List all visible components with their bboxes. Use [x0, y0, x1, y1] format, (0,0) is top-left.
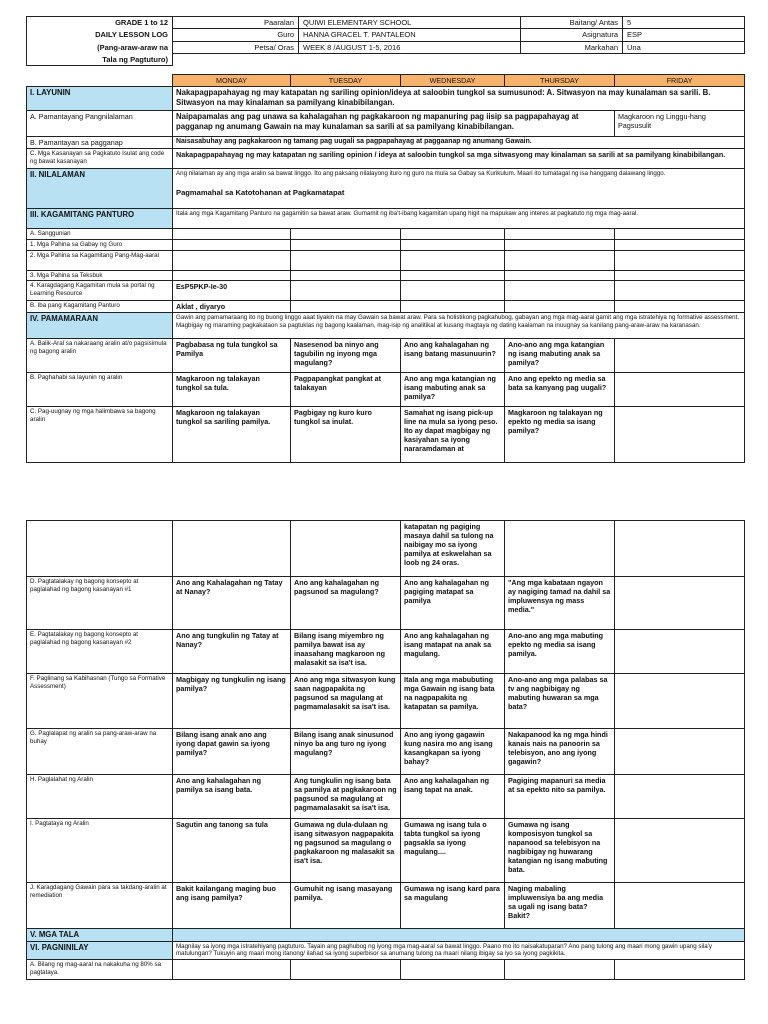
step-f-mon: Magbigay ng tungkulin ng isang pamilya?: [173, 674, 291, 729]
pamantayang-pangnilalaman-text: Naipapamalas ang pag unawa sa kahalagahan ng pagkakaroon ng mapanuring pag iisip sa pagpapahayag at pagganap ng anumang Gawain na may kunalaman sa sarili at sa pamilyang kinabibilangan.: [173, 111, 615, 137]
step-e-label: E. Pagtatalakay ng bagong konsepto at paglalahad ng bagong kasanayan #2: [27, 630, 173, 674]
learning-resource-code: EsP5PKP-Ie-30: [173, 281, 291, 301]
bilang-label: A. Bilang ng mag-aaral na nakakuha ng 80% sa pagtataya.: [27, 960, 173, 980]
guro-label: Guro: [173, 29, 299, 41]
step-c-fri: [615, 407, 745, 463]
step-c-tue: Pagbigay ng kuro kuro tungkol sa inulat.: [291, 407, 401, 463]
mga-tala-cell: [173, 929, 745, 942]
pamantayan-pagganap-text: Naisasabuhay ang pagkakaroon ng tamang pag uugali sa pagpapahayag at paggaanap ng anumang Gawain.: [173, 137, 745, 149]
asignatura-value: ESP: [623, 29, 745, 41]
lesson-table-page2: [26, 520, 744, 980]
step-h-tue: Ang tungkulin ng isang bata sa pamilya at pagkakaroon ng pagsunod sa magulang at pagmamalasakit sa isa't isa.: [291, 775, 401, 819]
continued-label: [27, 521, 173, 577]
continued-fri: [615, 521, 745, 577]
lesson-table-page1: [26, 74, 744, 463]
step-d-mon: Ano ang Kahalagahan ng Tatay at Nanay?: [173, 577, 291, 630]
step-c-label: C. Pag-uugnay ng mga halimbawa sa bagong aralin: [27, 407, 173, 463]
pamantayan-pagganap-label: B. Pamantayan sa pagganap: [27, 137, 173, 149]
day-thursday: THURSDAY: [505, 75, 615, 87]
step-d-wed: Ano ang kahalagahan ng pagiging matapat sa pamilya: [401, 577, 505, 630]
petsa-label: Petsa/ Oras: [173, 41, 299, 53]
step-d-tue: Ano ang kahalagahan ng pagsunod sa magulang?: [291, 577, 401, 630]
markahan-value: Una: [623, 41, 745, 53]
header-section: [26, 16, 744, 66]
layunin-text: Nakapagpapahayag ng may katapatan ng sariling opinion/ideya at saloobin tungkol sa sumusunod: A. Sitwasyon na may kunalaman sa sarili. B. Sitwasyon na may kinalaman sa pamilyang kinabibilangan.: [173, 87, 745, 111]
step-c-wed: Samahat ng isang pick-up line na mula sa iyong peso. Ito ay dapat magbigay ng kasiyahan sa iyong nararamdaman at: [401, 407, 505, 463]
lesson-table: [26, 74, 745, 463]
step-c-thu: Magkaroon ng talakayan ng epekto ng media sa isang pamilya?: [505, 407, 615, 463]
step-b-fri: [615, 373, 745, 407]
step-b-label: B. Paghahabi sa layunin ng aralin: [27, 373, 173, 407]
step-g-label: G. Paglalapat ng aralin sa pang-araw-araw na buhay: [27, 729, 173, 775]
markahan-label: Markahan: [521, 41, 623, 53]
step-f-fri: [615, 674, 745, 729]
step-g-wed: Ano ang iyong gagawin kung nasira mo ang isang kasangkapan sa iyong bahay?: [401, 729, 505, 775]
step-g-tue: Bilang isang anak sinusunod ninyo ba ang turo ng iyong magulang?: [291, 729, 401, 775]
step-j-mon: Bakit kailangang maging buo ang isang pamilya?: [173, 883, 291, 929]
baitang-label: Baitang/ Antas: [521, 17, 623, 29]
step-j-wed: Gumawa ng isang kard para sa magulang: [401, 883, 505, 929]
baitang-value: 5: [623, 17, 745, 29]
iba-pang-kagamitan-value: Aklat , diyaryo: [173, 301, 291, 313]
lesson-table-continued: [26, 520, 745, 980]
step-e-fri: [615, 630, 745, 674]
pagninilay-label: VI. PAGNINILAY: [27, 941, 173, 960]
step-i-thu: Gumawa ng isang komposisyon tungkol sa napanood sa telebisyon na nagbibigay ng huwarang katangian ng isang mabuting bata.: [505, 819, 615, 883]
step-j-tue: Gumuhit ng isang masayang pamilya.: [291, 883, 401, 929]
kagamitan-label: III. KAGAMITANG PANTURO: [27, 209, 173, 229]
step-h-thu: Pagiging mapanuri sa media at sa epekto nito sa pamilya.: [505, 775, 615, 819]
nilalaman-note: Ang nilalaman ay ang mga aralin sa bawat linggo. Ito ang paksang nilalayong ituro ng guro na mula sa Gabay sa Kurikulum. Maari ito tumatagal ng isa hanggang dalawang linggo.: [176, 170, 666, 177]
step-j-fri: [615, 883, 745, 929]
continued-mon: [173, 521, 291, 577]
step-a-fri: [615, 339, 745, 373]
layunin-label: I. LAYUNIN: [27, 87, 173, 111]
blank-corner: [27, 75, 173, 87]
asignatura-label: Asignatura: [521, 29, 623, 41]
day-tuesday: TUESDAY: [291, 75, 401, 87]
step-e-mon: Ano ang tungkulin ng Tatay at Nanay?: [173, 630, 291, 674]
step-f-wed: Itala ang mga mabubuting mga Gawain ng isang bata na nagpapakita ng katapatan sa pamilya.: [401, 674, 505, 729]
step-a-tue: Nasesenod ba ninyo ang tagubilin ng inyong mga magulang?: [291, 339, 401, 373]
step-h-mon: Ano ang kahalagahan ng pamilya sa isang bata.: [173, 775, 291, 819]
step-g-thu: Nakapanood ka ng mga hindi kanais nais na panoorin sa telebisyon, ano ang iyong gagawin?: [505, 729, 615, 775]
step-d-thu: "Ang mga kabataan ngayon ay nagiging tamad na dahil sa impluwensya ng mass media.": [505, 577, 615, 630]
step-j-thu: Naging mabaling impluwensiya ba ang media sa ugali ng isang bata? Bakit?: [505, 883, 615, 929]
day-wednesday: WEDNESDAY: [401, 75, 505, 87]
step-j-label: J. Karagdagang Gawain para sa takdang-aralin at remediation: [27, 883, 173, 929]
kasanayan-text: Nakapagpapahayag ng may katapatan ng sariling opinion / ideya at saloobin tungkol sa mga sitwasyong may kinalaman sa sarili at sa pamilyang kinabibilangan.: [173, 149, 745, 169]
pamamaraan-note: Gawin ang pamamaraang ito ng buong linggo aaat tiyakin na may Gawain sa bawat araw. Para sa holistikong pagkahubog, gabayan ang mga mag-aaral gamit ang mga istratehiya ng formative assessment. Magbigay ng maraming pagkakataon sa pagtuklas ng bagong kaalaman, mag-isip ng analitikal at kusang magtaya ng dating kaalaman na inuugnay sa kanilang pang-araw-araw na karanasan.: [173, 313, 745, 339]
step-i-fri: [615, 819, 745, 883]
title-line-1: GRADE 1 to 12: [27, 17, 173, 29]
paaralan-label: Paaralan: [173, 17, 299, 29]
step-f-label: F. Paglinang sa Kabihasnan (Tungo sa Formative Assessment): [27, 674, 173, 729]
nilalaman-label: II. NILALAMAN: [27, 169, 173, 209]
step-h-label: H. Paglalahat ng Aralin: [27, 775, 173, 819]
kagamitan-note: Itala ang mga Kagamitang Panturo na gagamitin sa bawat araw. Gumamit ng iba't-ibang kagamitan upang higit na mapukaw ang interes at pagkatuto ng mga mag-aaral.: [173, 209, 745, 229]
guro-value: HANNA GRACEL T. PANTALEON: [299, 29, 521, 41]
title-line-3: (Pang-araw-araw na: [27, 41, 173, 53]
step-h-wed: Ano ang kahalagahan ng isang tapat na anak.: [401, 775, 505, 819]
step-b-thu: Ano ang epekto ng media sa bata sa kanyang pag uugali?: [505, 373, 615, 407]
nilalaman-topic: Pagmamahal sa Katotohanan at Pagkamatapat: [176, 187, 345, 197]
kasanayan-label: C. Mga Kasanayan sa Pagkatuto Isulat ang code ng bawat kasanayan: [27, 149, 173, 169]
header-table: [26, 16, 745, 66]
teksbuk-label: 3. Mga Pahina sa Teksbuk: [27, 270, 173, 281]
step-c-mon: Magkaroon ng talakayan tungkol sa sariling pamilya.: [173, 407, 291, 463]
title-line-2: DAILY LESSON LOG: [27, 29, 173, 41]
step-i-label: I. Pagtataya ng Aralin: [27, 819, 173, 883]
iba-pang-kagamitan-label: B. Iba pang Kagamitang Panturo: [27, 301, 173, 313]
sanggunian-label: A. Sanggunian: [27, 229, 173, 240]
continued-thu: [505, 521, 615, 577]
title-line-4: Tala ng Pagtuturo): [27, 54, 173, 66]
step-e-thu: Ano-ano ang mga mabuting epekto ng media sa isang pamilya.: [505, 630, 615, 674]
gabay-guro-label: 1. Mga Pahina sa Gabay ng Guro: [27, 239, 173, 250]
kagamitang-mag-aaral-label: 2. Mga Pahina sa Kagamitang Pang-Mag-aaral: [27, 250, 173, 270]
sanggunian-wed: [401, 229, 505, 240]
step-b-mon: Magkaroon ng talakayan tungkol sa tula.: [173, 373, 291, 407]
mga-tala-label: V. MGA TALA: [27, 929, 173, 942]
step-i-mon: Sagutin ang tanong sa tula: [173, 819, 291, 883]
step-i-wed: Gumawa ng isang tula o tabta tungkol sa iyong pagsakla sa iyong magulang....: [401, 819, 505, 883]
continued-wed: katapatan ng pagiging masaya dahil sa tulong na naibigay mo sa iyong pamilya at eskwelahan sa loob ng 24 oras.: [401, 521, 505, 577]
step-e-wed: Ano ang kahalagahan ng isang matapat na anak sa magulang.: [401, 630, 505, 674]
step-e-tue: Bilang isang miyembro ng pamilya bawat isa ay inaasahang magkaroon ng malasakit sa isa't isa.: [291, 630, 401, 674]
pamamaraan-label: IV. PAMAMARAAN: [27, 313, 173, 339]
step-a-label: A. Balik-Aral sa nakaraang aralin at/o pagsisimula ng bagong aralin: [27, 339, 173, 373]
step-g-fri: [615, 729, 745, 775]
nilalaman-cell: [173, 169, 745, 209]
sanggunian-thu: [505, 229, 615, 240]
paaralan-value: QUIWI ELEMENTARY SCHOOL: [299, 17, 521, 29]
step-f-tue: Ano ang mga sitwasyon kung saan nagpapakita ng pagsunod sa magulang at pagmamalasakit sa isa't isa.: [291, 674, 401, 729]
step-h-fri: [615, 775, 745, 819]
sanggunian-tue: [291, 229, 401, 240]
step-d-label: D. Pagtatalakay ng bagong konsepto at paglalahad ng bagong kasanayan #1: [27, 577, 173, 630]
step-a-wed: Ano ang kahalagahan ng isang batang masunuurin?: [401, 339, 505, 373]
pagninilay-note: Magnilay sa iyong mga istratehiyang pagtuturo. Tayain ang paghubog ng iyong mga mag-aaral sa bawat linggo. Paano mo ito naisakatuparan? Ano pang tulong ang maari mong gawin upang sila'y matulungan? Tukuyin ang maari mong itanong/ ilahad sa iyong superbisor sa anumang tulong na maari nilang ibigay sa iyo sa iyong pagkikita.: [173, 941, 745, 960]
step-f-thu: Ano-ano ang mga palabas sa tv ang nagbibigay ng mabuting huwaran sa mga bata?: [505, 674, 615, 729]
step-g-mon: Bilang isang anak ano ang iyong dapat gawin sa iyong pamilya?: [173, 729, 291, 775]
step-a-mon: Pagbabasa ng tula tungkol sa Pamilya: [173, 339, 291, 373]
step-a-thu: Ano-ano ang mga katangian ng isang mabuting anak sa pamilya?: [505, 339, 615, 373]
sanggunian-fri: [615, 229, 745, 240]
friday-pagsusulit: Magkaroon ng Linggu-hang Pagsusulit: [615, 111, 745, 137]
step-b-wed: Ano ang mga katangian ng isang mabuting anak sa pamilya?: [401, 373, 505, 407]
learning-resource-label: 4. Karagdagang Kagamitan mula sa portal ng Learning Resource: [27, 281, 173, 301]
day-monday: MONDAY: [173, 75, 291, 87]
continued-tue: [291, 521, 401, 577]
petsa-value: WEEK 8 /AUGUST 1-5, 2016: [299, 41, 521, 53]
day-friday: FRIDAY: [615, 75, 745, 87]
sanggunian-mon: [173, 229, 291, 240]
step-i-tue: Gumawa ng dula-dulaan ng isang sitwasyon nagpapakita ng pagsunod sa magulang o pagkakaroon ng malasakit sa isa't isa.: [291, 819, 401, 883]
pamantayang-pangnilalaman-label: A. Pamantayang Pangnilalaman: [27, 111, 173, 137]
step-b-tue: Pagpapangkat pangkat at talakayan: [291, 373, 401, 407]
step-d-fri: [615, 577, 745, 630]
